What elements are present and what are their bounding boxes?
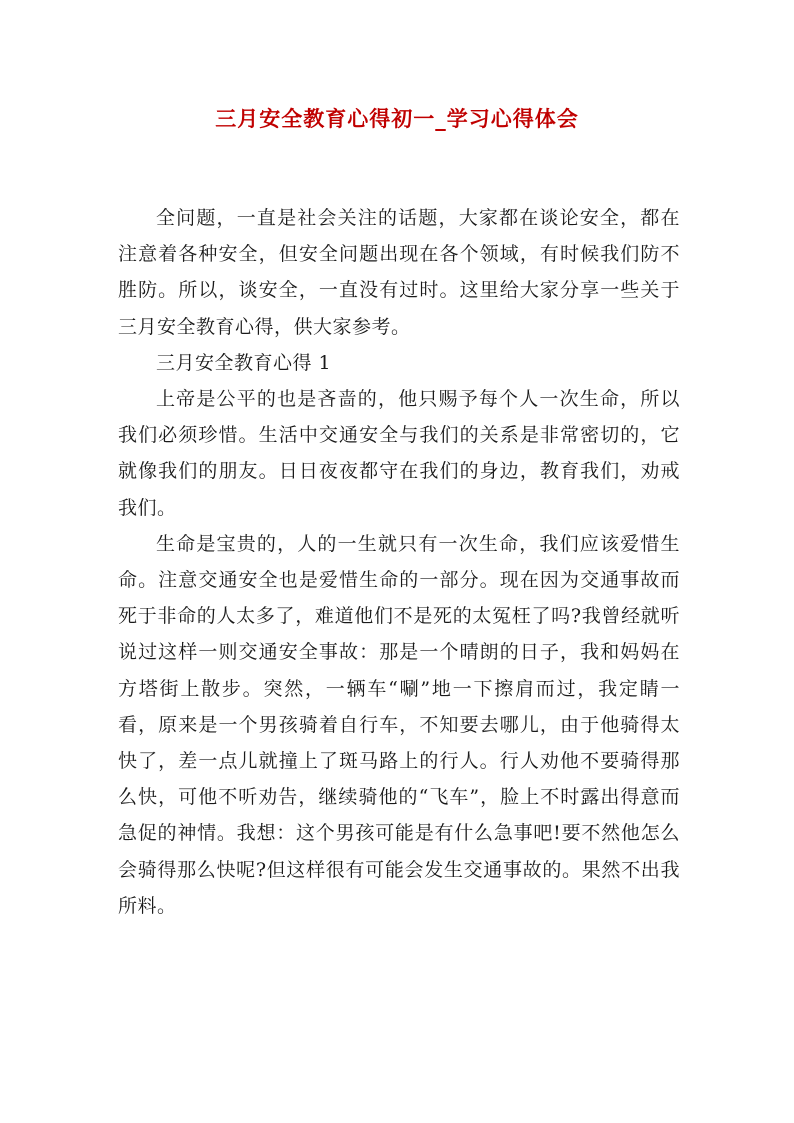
body-paragraph: 生命是宝贵的，人的一生就只有一次生命，我们应该爱惜生命。注意交通安全也是爱惜生命的一部分。现在因为交通事故而死于非命的人太多了，难道他们不是死的太冤枉了吗?我曾经就听说过这样一则交通安全事故：那是一个晴朗的日子，我和妈妈在方塔街上散步。突然，一辆车“唰”地一下擦肩而过，我定睛一看，原来是一个男孩骑着自行车，不知要去哪儿，由于他骑得太快了，差一点儿就撞上了斑马路上的行人。行人劝他不要骑得那么快，可他不听劝告，继续骑他的“飞车”，脸上不时露出得意而急促的神情。我想：这个男孩可能是有什么急事吧!要不然他怎么会骑得那么快呢?但这样很有可能会发生交通事故的。果然不出我所料。 bbox=[118, 532, 680, 917]
section-heading: 三月安全教育心得 1 bbox=[156, 351, 332, 374]
document-title: 三月安全教育心得初一_学习心得体会 bbox=[215, 106, 579, 131]
document-body bbox=[118, 200, 680, 924]
body-paragraph: 上帝是公平的也是吝啬的，他只赐予每个人一次生命，所以我们必须珍惜。生活中交通安全与我们的关系是非常密切的，它就像我们的朋友。日日夜夜都守在我们的身边，教育我们，劝戒我们。 bbox=[118, 388, 680, 519]
intro-paragraph: 全问题，一直是社会关注的话题，大家都在谈论安全，都在注意着各种安全，但安全问题出现在各个领域，有时候我们防不胜防。所以，谈安全，一直没有过时。这里给大家分享一些关于三月安全教育心得，供大家参考。 bbox=[118, 207, 680, 338]
